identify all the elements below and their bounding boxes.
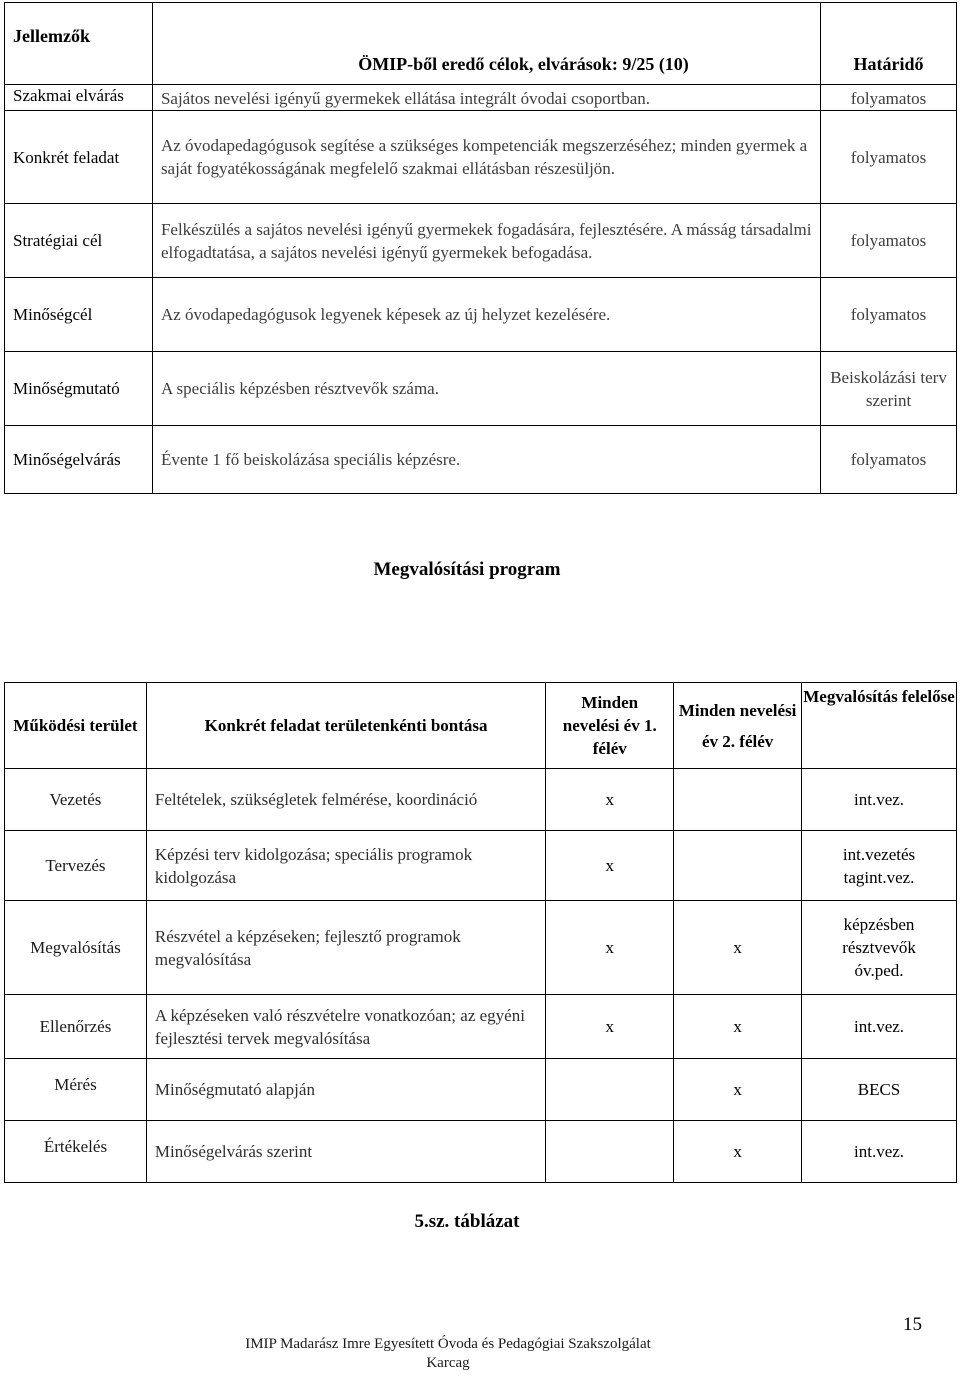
header-sem2-line1: Minden nevelési [678, 700, 797, 720]
row-label: Szakmai elvárás [5, 85, 153, 111]
header-responsible: Megvalósítás felelőse [802, 683, 957, 769]
header-sem2 [674, 683, 802, 769]
row-deadline: Beiskolázási terv szerint [821, 352, 957, 426]
row-deadline: folyamatos [821, 111, 957, 204]
footer-city: Karcag [426, 1355, 470, 1371]
row-text: Az óvodapedagógusok segítése a szükséges kompetenciák megszerzéséhez; minden gyermek a saját fogyatékosságának megfelelő szakmai ellátásban részesüljön. [152, 111, 820, 204]
header-sem1: Minden nevelési év 1. félév [546, 683, 674, 769]
row-sem1: x [546, 995, 674, 1059]
row-sem2 [674, 831, 802, 901]
objectives-table [4, 2, 957, 494]
row-task: Minőségmutató alapján [146, 1059, 545, 1121]
row-label: Minőségcél [5, 278, 153, 352]
header-task: Konkrét feladat területenkénti bontása [146, 683, 545, 769]
program-row [5, 1121, 957, 1183]
row-responsible: képzésben résztvevők óv.ped. [802, 901, 957, 995]
objectives-row [5, 278, 957, 352]
row-text: Az óvodapedagógusok legyenek képesek az új helyzet kezelésére. [152, 278, 820, 352]
row-deadline: folyamatos [821, 278, 957, 352]
program-header-row [5, 683, 957, 769]
row-task: Képzési terv kidolgozása; speciális programok kidolgozása [146, 831, 545, 901]
row-sem2 [674, 769, 802, 831]
header-sem2-line2: év 2. félév [701, 731, 774, 751]
row-task: Minőségelvárás szerint [146, 1121, 545, 1183]
row-sem1: x [546, 901, 674, 995]
row-area: Mérés [5, 1059, 147, 1121]
row-text: A speciális képzésben résztvevők száma. [152, 352, 820, 426]
row-deadline: folyamatos [821, 426, 957, 494]
program-title: Megvalósítási program [373, 559, 561, 580]
table-caption: 5.sz. táblázat [414, 1211, 520, 1232]
program-row [5, 995, 957, 1059]
row-sem1: x [546, 769, 674, 831]
row-area: Vezetés [5, 769, 147, 831]
row-label: Minőségmutató [5, 352, 153, 426]
page-footer [0, 1335, 896, 1373]
footer-institution: IMIP Madarász Imre Egyesített Óvoda és Pedagógiai Szakszolgálat [245, 1336, 651, 1352]
row-text: Felkészülés a sajátos nevelési igényű gyermekek fogadására, fejlesztésére. A másság társadalmi elfogadtatása, a sajátos nevelési igényű gyermekek befogadása. [152, 204, 820, 278]
program-row [5, 831, 957, 901]
row-sem2: x [674, 995, 802, 1059]
row-task: Feltételek, szükségletek felmérése, koordináció [146, 769, 545, 831]
header-characteristic: Jellemzők [5, 3, 153, 85]
objectives-row [5, 352, 957, 426]
row-responsible: BECS [802, 1059, 957, 1121]
row-task: Részvétel a képzéseken; fejlesztő programok megvalósítása [146, 901, 545, 995]
row-label: Minőségelvárás [5, 426, 153, 494]
row-task: A képzéseken való részvételre vonatkozóan; az egyéni fejlesztési tervek megvalósítása [146, 995, 545, 1059]
row-text: Évente 1 fő beiskolázása speciális képzésre. [152, 426, 820, 494]
page-number: 15 [903, 1314, 922, 1335]
row-responsible: int.vez. [802, 995, 957, 1059]
header-goals: ÖMIP-ből eredő célok, elvárások: 9/25 (10) [152, 3, 820, 85]
objectives-row [5, 426, 957, 494]
row-label: Konkrét feladat [5, 111, 153, 204]
row-area: Megvalósítás [5, 901, 147, 995]
header-area: Működési terület [5, 683, 147, 769]
row-area: Tervezés [5, 831, 147, 901]
program-row [5, 901, 957, 995]
row-sem1 [546, 1059, 674, 1121]
row-responsible: int.vezetés tagint.vez. [802, 831, 957, 901]
row-sem2: x [674, 1059, 802, 1121]
program-row [5, 769, 957, 831]
row-responsible: int.vez. [802, 1121, 957, 1183]
objectives-row [5, 204, 957, 278]
row-label: Stratégiai cél [5, 204, 153, 278]
row-deadline: folyamatos [821, 85, 957, 111]
program-row [5, 1059, 957, 1121]
row-sem2: x [674, 1121, 802, 1183]
row-sem1 [546, 1121, 674, 1183]
objectives-row [5, 111, 957, 204]
row-sem1: x [546, 831, 674, 901]
row-area: Ellenőrzés [5, 995, 147, 1059]
row-area: Értékelés [5, 1121, 147, 1183]
row-sem2: x [674, 901, 802, 995]
program-table [4, 682, 957, 1183]
header-deadline: Határidő [821, 3, 957, 85]
row-responsible: int.vez. [802, 769, 957, 831]
row-text: Sajátos nevelési igényű gyermekek ellátása integrált óvodai csoportban. [152, 85, 820, 111]
objectives-row [5, 85, 957, 111]
objectives-header-row [5, 3, 957, 85]
row-deadline: folyamatos [821, 204, 957, 278]
